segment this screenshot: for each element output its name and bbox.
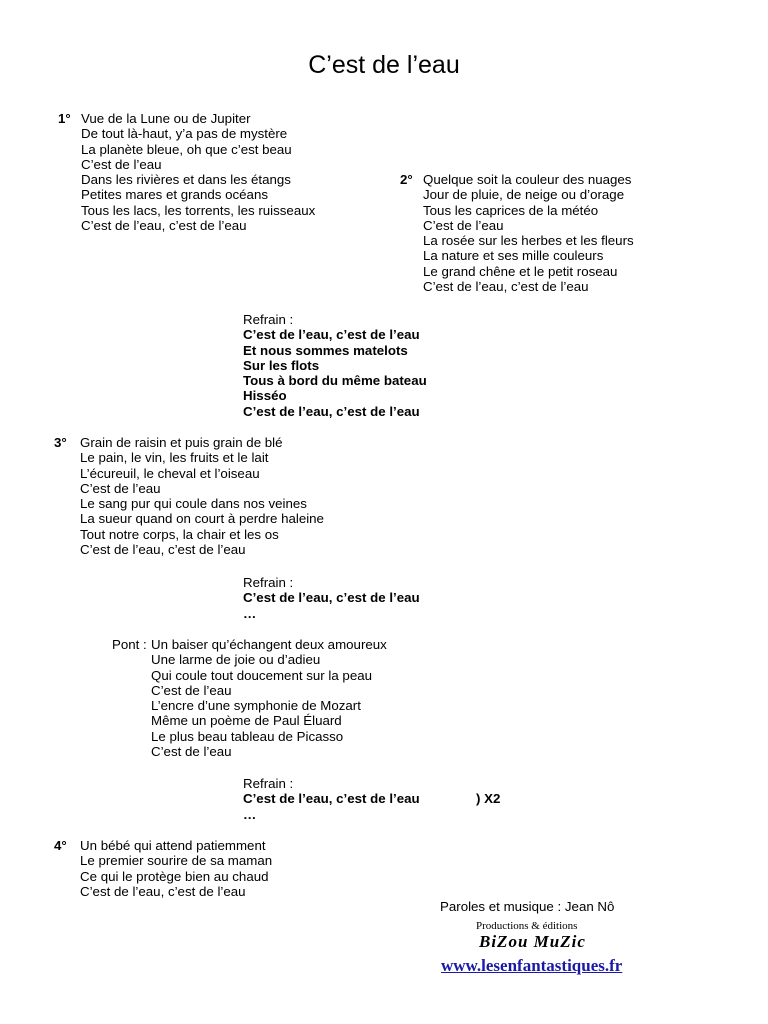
- verse-4: [80, 838, 272, 899]
- verse-2-line: La nature et ses mille couleurs: [423, 248, 604, 264]
- verse-1-line: Tous les lacs, les torrents, les ruisseaux: [81, 202, 316, 218]
- verse-1-line: De tout là-haut, y’a pas de mystère: [81, 126, 288, 142]
- verse-3: [80, 435, 324, 557]
- refrain-label: Refrain :: [243, 575, 294, 590]
- bridge-line: Le plus beau tableau de Picasso: [151, 728, 344, 744]
- verse-1-line: C’est de l’eau: [81, 156, 162, 172]
- bridge-line: Même un poème de Paul Éluard: [151, 713, 342, 729]
- refrain-line: C’est de l’eau, c’est de l’eau: [243, 327, 420, 343]
- bridge-line: C’est de l’eau: [151, 682, 232, 698]
- verse-4-line: C’est de l’eau, c’est de l’eau: [80, 883, 246, 899]
- verse-1-line: C’est de l’eau, c’est de l’eau: [81, 218, 247, 234]
- refrain-ellipsis: …: [243, 605, 257, 621]
- verse-4-line: Un bébé qui attend patiemment: [80, 838, 266, 853]
- bridge-line: Qui coule tout doucement sur la peau: [151, 667, 373, 683]
- verse-2: [423, 172, 634, 294]
- bridge-line: L’encre d’une symphonie de Mozart: [151, 698, 361, 714]
- verse-3-line: Le pain, le vin, les fruits et le lait: [80, 450, 269, 466]
- verse-3-line: C’est de l’eau, c’est de l’eau: [80, 542, 246, 558]
- verse-2-line: Jour de pluie, de neige ou d’orage: [423, 187, 625, 203]
- verse-3-line: Grain de raisin et puis grain de blé: [80, 435, 283, 450]
- bridge-label: Pont :: [112, 637, 147, 652]
- verse-1-line: Vue de la Lune ou de Jupiter: [81, 111, 251, 126]
- verse-3-line: C’est de l’eau: [80, 480, 161, 496]
- repeat-marker: ) X2: [476, 791, 501, 806]
- refrain-1: [243, 312, 427, 419]
- verse-3-line: Le sang pur qui coule dans nos veines: [80, 496, 307, 512]
- bridge-line: Une larme de joie ou d’adieu: [151, 652, 321, 668]
- credits-text: Paroles et musique : Jean Nô: [440, 899, 615, 914]
- refrain-label: Refrain :: [243, 312, 294, 327]
- refrain-ellipsis: …: [243, 806, 257, 822]
- productions-label: Productions & éditions: [476, 920, 578, 932]
- refrain-line: C’est de l’eau, c’est de l’eau: [243, 791, 420, 807]
- verse-2-line: La rosée sur les herbes et les fleurs: [423, 233, 634, 249]
- verse-1-number: 1°: [58, 111, 71, 126]
- page-title: C’est de l’eau: [308, 51, 460, 79]
- verse-1-line: Petites mares et grands océans: [81, 187, 268, 203]
- verse-3-line: L’écureuil, le cheval et l’oiseau: [80, 465, 260, 481]
- refrain-line: Hisséo: [243, 388, 287, 404]
- verse-3-line: La sueur quand on court à perdre haleine: [80, 511, 324, 527]
- refrain-line: Sur les flots: [243, 357, 320, 373]
- verse-4-line: Le premier sourire de sa maman: [80, 853, 273, 869]
- verse-3-number: 3°: [54, 435, 67, 450]
- refrain-line: C’est de l’eau, c’est de l’eau: [243, 590, 420, 606]
- bizou-muzic-logo: BiZou MuZic: [479, 932, 586, 951]
- verse-2-number: 2°: [400, 172, 413, 187]
- verse-4-line: Ce qui le protège bien au chaud: [80, 868, 269, 884]
- refrain-3: [243, 776, 420, 822]
- bridge: [151, 637, 387, 759]
- verse-1-line: La planète bleue, oh que c’est beau: [81, 141, 292, 157]
- verse-1: [81, 111, 315, 233]
- website-link[interactable]: www.lesenfantastiques.fr: [441, 956, 623, 975]
- refrain-label: Refrain :: [243, 776, 294, 791]
- refrain-2: [243, 575, 420, 621]
- verse-3-line: Tout notre corps, la chair et les os: [80, 526, 279, 542]
- verse-1-line: Dans les rivières et dans les étangs: [81, 172, 291, 188]
- bridge-line: C’est de l’eau: [151, 744, 232, 760]
- verse-2-line: Le grand chêne et le petit roseau: [423, 263, 618, 279]
- bridge-line: Un baiser qu’échangent deux amoureux: [151, 637, 387, 652]
- verse-2-line: Quelque soit la couleur des nuages: [423, 172, 632, 187]
- verse-2-line: C’est de l’eau, c’est de l’eau: [423, 279, 589, 295]
- refrain-line: Tous à bord du même bateau: [243, 373, 427, 389]
- verse-2-line: Tous les caprices de la météo: [423, 202, 599, 218]
- refrain-line: C’est de l’eau, c’est de l’eau: [243, 403, 420, 419]
- verse-2-line: C’est de l’eau: [423, 217, 504, 233]
- refrain-line: Et nous sommes matelots: [243, 342, 408, 358]
- verse-4-number: 4°: [54, 838, 67, 853]
